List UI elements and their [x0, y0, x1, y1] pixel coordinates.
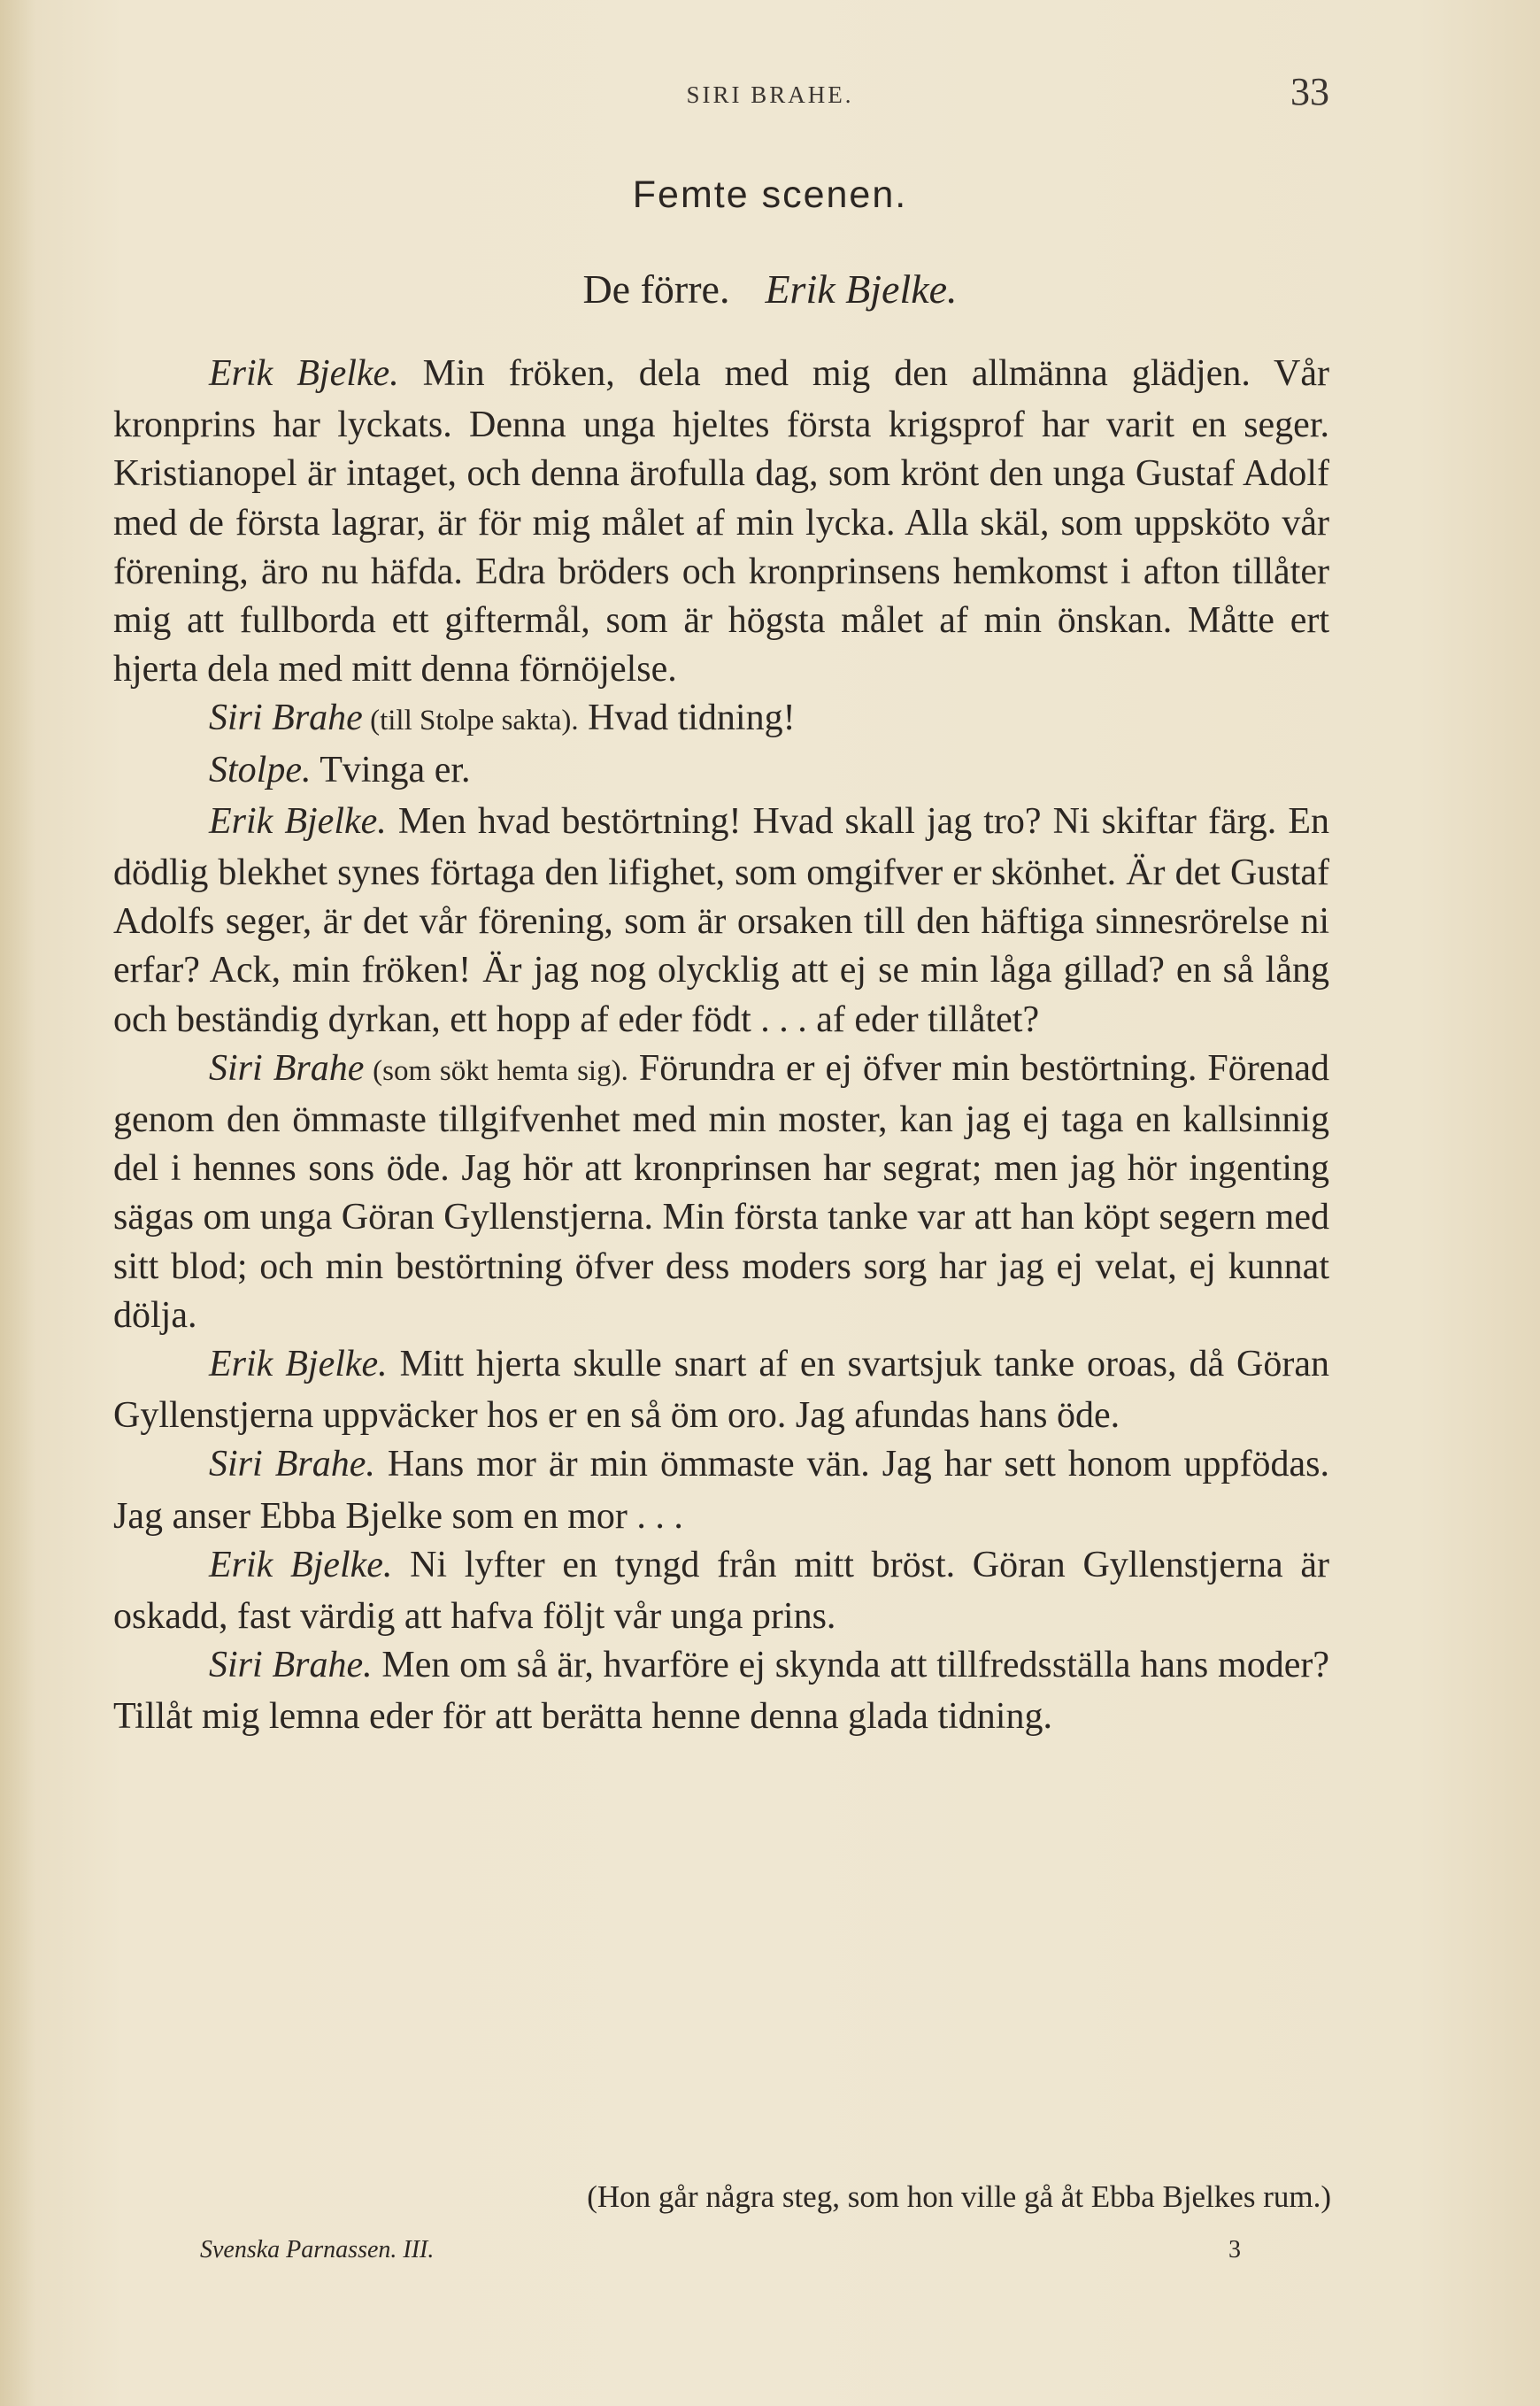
- signature-title: Svenska Parnassen. III.: [200, 2236, 435, 2263]
- aside-direction: (till Stolpe sakta).: [362, 705, 579, 737]
- speaker-name: Erik Bjelke.: [209, 353, 399, 394]
- cast-prefix: De förre.: [582, 266, 730, 312]
- speech-text: Men om så är, hvarföre ej skynda att tillfredsställa hans moder? Tillåt mig lemna eder för att berätta henne denna glada tidning.: [113, 1645, 1329, 1738]
- dialogue-paragraph: [113, 798, 1329, 1045]
- speech-text: Men hvad bestörtning! Hvad skall jag tro? Ni skiftar färg. En dödlig blekhet synes förtaga den lifighet, som omgifver er skönhet. Är det Gustaf Adolfs seger, är det vår förening, som är orsaken till den häftiga sinnesrörelse ni erfar? Ack, min fröken! Är jag nog olycklig att ej se min låga gillad? en så lång och beständig dyrkan, ett hopp af eder födt . . . af eder tillåtet?: [113, 800, 1330, 1040]
- dialogue-paragraph: [113, 1440, 1329, 1540]
- speaker-name: Siri Brahe.: [209, 1444, 375, 1485]
- speaker-name: Stolpe.: [209, 749, 312, 790]
- cast-line: [0, 266, 1540, 312]
- speaker-name: Erik Bjelke.: [209, 800, 387, 842]
- speech-text: Min fröken, dela med mig den allmänna glädjen. Vår kronprins har lyckats. Denna unga hjeltes första krigsprof har varit en seger. Kristianopel är intaget, och denna ärofulla dag, som krönt den unga Gustaf Adolf med de första lagrar, är för mig målet af min lycka. Alla skäl, som uppsköto vår förening, äro nu häfda. Edra bröders och kronprinsens hemkomst i afton tillåter mig att fullborda ett giftermål, som är högsta målet af min önskan. Måtte ert hjerta dela med mitt denna förnöjelse.: [113, 353, 1330, 690]
- page-number: 33: [1290, 70, 1329, 113]
- cast-character: Erik Bjelke.: [765, 266, 958, 312]
- speaker-name: Siri Brahe: [209, 1047, 365, 1089]
- page-edge-shadow: [0, 0, 35, 2406]
- speech-text: Förundra er ej öfver min bestörtning. Förenad genom den ömmaste tillgifvenhet med min moster, kan jag ej taga en kallsinnig del i hennes sons öde. Jag hör att kronprinsen har segrat; men jag hör ingenting sägas om unga Göran Gyllenstjerna. Min första tanke var att han köpt segern med sitt blod; och min bestörtning öfver dess moders sorg har jag ej velat, ej kunnat dölja.: [113, 1047, 1329, 1336]
- running-head: [0, 69, 1540, 122]
- dialogue-paragraph: [113, 694, 1329, 745]
- speaker-name: Erik Bjelke.: [209, 1544, 393, 1585]
- dialogue-paragraph: [113, 1541, 1329, 1641]
- speech-text: Hvad tidning!: [578, 698, 796, 739]
- speaker-name: Siri Brahe.: [209, 1645, 373, 1686]
- dialogue-paragraph: [113, 746, 1329, 798]
- speaker-name: Siri Brahe: [209, 698, 363, 739]
- signature-mark: 3: [1228, 2236, 1241, 2263]
- dialogue-body: [113, 350, 1329, 1742]
- speech-text: Hans mor är min ömmaste vän. Jag har sett honom uppfödas. Jag anser Ebba Bjelke som en mor . . .: [113, 1444, 1329, 1537]
- dialogue-paragraph: [113, 350, 1329, 694]
- aside-direction: (som sökt hemta sig).: [364, 1054, 628, 1087]
- stage-direction: (Hon går några steg, som hon ville gå åt Ebba Bjelkes rum.): [587, 2179, 1331, 2214]
- dialogue-paragraph: [113, 1045, 1329, 1340]
- dialogue-paragraph: [113, 1340, 1329, 1440]
- dialogue-paragraph: [113, 1641, 1329, 1741]
- running-title: SIRI BRAHE.: [686, 81, 854, 108]
- speech-text: Ni lyfter en tyngd från mitt bröst. Göran Gyllenstjerna är oskadd, fast värdig att hafva följt vår unga prins.: [113, 1544, 1329, 1638]
- speech-text: Mitt hjerta skulle snart af en svartsjuk tanke oroas, då Göran Gyllenstjerna uppväcker hos er en så öm oro. Jag afundas hans öde.: [113, 1344, 1330, 1437]
- speaker-name: Erik Bjelke.: [209, 1344, 388, 1385]
- speech-text: Tvinga er.: [311, 749, 471, 790]
- scene-title: Femte scenen.: [632, 174, 908, 216]
